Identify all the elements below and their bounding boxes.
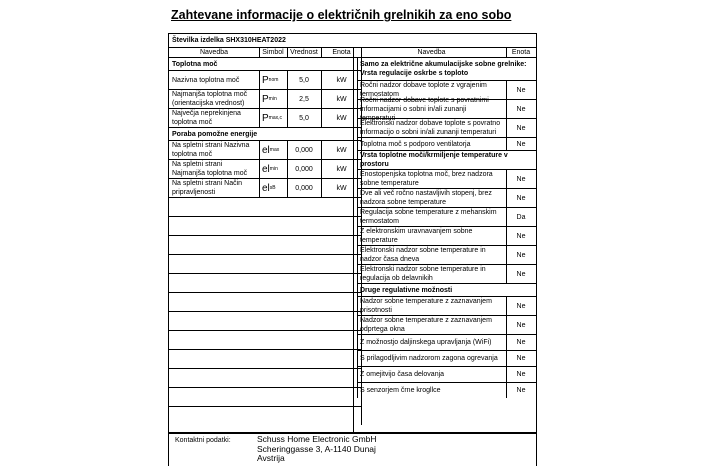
empty-row [169, 216, 362, 235]
item-unit: kW [336, 146, 347, 154]
column-divider [357, 138, 358, 150]
column-divider [357, 58, 358, 80]
item-value: 0,000 [295, 165, 313, 173]
item-unit: Ne [516, 321, 526, 329]
section-title: Vrsta toplotne moči/krmiljenje temperature v prostoru [360, 152, 508, 168]
right-header-cell: Navedba [417, 49, 446, 56]
table-separator [353, 47, 354, 432]
empty-row [169, 197, 362, 216]
item-label: Na spletni strani Najmanjša toplotna moč [172, 161, 248, 177]
table-row [169, 89, 362, 108]
item-value: 5,0 [299, 114, 309, 122]
item-unit: Da [516, 213, 526, 221]
item-value: 0,000 [295, 184, 313, 192]
table-row [357, 137, 536, 150]
symbol-main: P [262, 112, 269, 124]
column-divider [357, 208, 358, 226]
column-divider [287, 160, 288, 178]
right-header-cell: Enota [511, 49, 531, 56]
item-unit: Ne [516, 355, 526, 362]
symbol-subscript: max [269, 146, 280, 153]
item-unit: Ne [516, 302, 526, 310]
section-title: Druge regulativne možnosti [360, 286, 453, 294]
item-symbol [259, 71, 287, 89]
section-title: Poraba pomožne energije [172, 130, 258, 138]
column-divider [259, 160, 260, 178]
column-divider [357, 367, 358, 382]
symbol-main: P [262, 93, 269, 105]
section-row [169, 57, 362, 70]
column-divider [259, 90, 260, 108]
table-row [357, 264, 536, 283]
left-header-cell: Simbol [262, 49, 284, 56]
column-divider [506, 189, 507, 207]
empty-row [169, 235, 362, 254]
column-divider [506, 383, 507, 398]
table-row [357, 315, 536, 334]
column-divider [506, 81, 507, 99]
column-divider [287, 90, 288, 108]
info-table [168, 33, 537, 433]
column-divider [506, 48, 507, 57]
column-divider [357, 170, 358, 188]
column-divider [357, 284, 358, 296]
table-row [357, 382, 536, 398]
column-divider [506, 119, 507, 137]
table-row [357, 245, 536, 264]
symbol-subscript: sB [269, 184, 276, 191]
item-label: Najmanjša toplotna moč (orientacijska vrednost) [172, 91, 248, 107]
column-divider [506, 351, 507, 366]
symbol-subscript: nom [268, 76, 279, 83]
empty-row [169, 292, 362, 311]
symbol-main: el [262, 182, 270, 194]
table-row [357, 207, 536, 226]
item-unit: kW [336, 76, 347, 84]
item-unit: kW [336, 114, 347, 122]
symbol-main: el [262, 144, 270, 156]
item-label: Ročni nadzor dobave toplote z vgrajenim termostatom [360, 82, 487, 98]
column-divider [321, 109, 322, 127]
item-unit: Ne [516, 124, 526, 132]
item-label: S prilagodljivim nadzorom zagona ogrevanja [360, 355, 498, 362]
item-label: Nadzor sobne temperature z zaznavanjem prisotnosti [360, 298, 492, 314]
column-divider [357, 100, 358, 118]
item-label: Največja neprekinjena toplotna moč [172, 110, 241, 126]
item-label: Toplotna moč s podporo ventilatorja [360, 140, 471, 148]
column-divider [321, 179, 322, 197]
column-divider [506, 265, 507, 283]
column-divider [357, 151, 358, 169]
empty-row [169, 273, 362, 292]
item-unit: Ne [516, 387, 526, 394]
column-divider [506, 367, 507, 382]
section-title: Toplotna moč [172, 60, 218, 68]
column-divider [287, 179, 288, 197]
column-divider [259, 109, 260, 127]
column-divider [287, 109, 288, 127]
table-row [357, 296, 536, 315]
table-row [357, 169, 536, 188]
item-unit: Ne [516, 339, 526, 346]
section-row [357, 150, 536, 169]
item-unit: Ne [516, 175, 526, 183]
column-divider [506, 335, 507, 350]
column-divider [259, 71, 260, 89]
column-divider [287, 141, 288, 159]
section-row [169, 127, 362, 140]
symbol-main: P [262, 74, 269, 86]
column-divider [506, 246, 507, 264]
item-label: Enostopenjska toplotna moč, brez nadzora sobne temperature [360, 171, 493, 187]
item-label: Elektronski nadzor sobne temperature in nadzor časa dneva [360, 247, 486, 263]
contact-section [168, 433, 537, 466]
table-row [357, 366, 536, 382]
contact-address [257, 435, 377, 464]
item-label: Na spletni strani Način pripravljenosti [172, 180, 243, 196]
column-divider [321, 71, 322, 89]
empty-row [169, 349, 362, 368]
column-divider [287, 48, 288, 57]
table-row [357, 350, 536, 366]
item-unit: kW [336, 184, 347, 192]
column-divider [321, 141, 322, 159]
item-label: Dve ali več ročno nastavljivih stopenj, brez nadzora sobne temperature [360, 190, 492, 206]
item-value: 5,0 [299, 76, 309, 84]
item-unit: Ne [516, 371, 526, 378]
column-divider [287, 71, 288, 89]
item-label: Ročni nadzor dobave toplote s povratnimi informacijami o sobni in/ali zunanji temperaturi [360, 96, 489, 122]
item-label: Elektronski nadzor sobne temperature in regulacija ob delavnikih [360, 266, 486, 282]
column-divider [357, 246, 358, 264]
column-divider [506, 227, 507, 245]
contact-label: Kontaktni podatki: [175, 437, 231, 444]
table-row [169, 159, 362, 178]
column-divider [259, 141, 260, 159]
left-header-cell: Enota [332, 49, 351, 56]
contact-line: Scheringgasse 3, A-1140 Dunaj [257, 443, 376, 454]
empty-row [169, 311, 362, 330]
item-symbol [259, 160, 287, 178]
table-row [357, 118, 536, 137]
table-row [357, 334, 536, 350]
item-label: Nazivna toplotna moč [172, 76, 240, 84]
empty-row [169, 330, 362, 349]
column-divider [357, 81, 358, 99]
column-divider [321, 90, 322, 108]
table-row [357, 188, 536, 207]
model-number: Številka izdelka SHX310HEAT2022 [172, 37, 286, 44]
item-unit: Ne [516, 270, 526, 278]
item-symbol [259, 109, 287, 127]
left-header-row [169, 47, 362, 57]
empty-row [169, 406, 362, 425]
column-divider [357, 227, 358, 245]
column-divider [259, 179, 260, 197]
item-symbol [259, 141, 287, 159]
column-divider [357, 335, 358, 350]
item-value: 2,5 [299, 95, 309, 103]
section-row [357, 283, 536, 296]
item-label: Z omejitvijo časa delovanja [360, 371, 445, 378]
item-value: 0,000 [295, 146, 313, 154]
table-row [169, 178, 362, 197]
symbol-subscript: min [268, 95, 277, 102]
table-row [169, 108, 362, 127]
page-title: Zahtevane informacije o električnih grelnikih za eno sobo [171, 8, 512, 22]
table-row [169, 70, 362, 89]
item-symbol [259, 179, 287, 197]
item-unit: Ne [516, 86, 526, 94]
column-divider [259, 48, 260, 57]
item-label: Elektronski nadzor dobave toplote s povratno informacijo o sobni in/ali zunanji temperaturi [360, 120, 501, 136]
item-label: Regulacija sobne temperature z mehanskim termostatom [360, 209, 497, 225]
item-unit: Ne [516, 105, 526, 113]
symbol-subscript: max,c [268, 114, 283, 121]
section-row [357, 57, 536, 80]
column-divider [506, 208, 507, 226]
empty-row [169, 368, 362, 387]
column-divider [321, 160, 322, 178]
column-divider [321, 48, 322, 57]
column-divider [357, 297, 358, 315]
column-divider [357, 265, 358, 283]
column-divider [357, 383, 358, 398]
item-label: Na spletni strani Nazivna toplotna moč [172, 142, 250, 158]
empty-row [169, 387, 362, 406]
column-divider [357, 119, 358, 137]
column-divider [357, 351, 358, 366]
column-divider [506, 297, 507, 315]
column-divider [357, 189, 358, 207]
item-label: Nadzor sobne temperature z zaznavanjem odprtega okna [360, 317, 492, 333]
item-unit: Ne [516, 194, 526, 202]
item-unit: Ne [516, 232, 526, 240]
left-header-cell: Vrednost [290, 49, 318, 56]
contact-line: Schuss Home Electronic GmbH [257, 434, 377, 444]
table-row [357, 226, 536, 245]
table-row [169, 140, 362, 159]
column-divider [357, 316, 358, 334]
right-header-row [357, 47, 536, 57]
item-unit: kW [336, 95, 347, 103]
item-unit: kW [336, 165, 347, 173]
section-title: Samo za električne akumulacijske sobne grelnike: Vrsta regulacije oskrbe s toploto [360, 61, 527, 77]
column-divider [506, 138, 507, 150]
left-header-cell: Navedba [199, 49, 229, 56]
empty-row [169, 254, 362, 273]
column-divider [506, 316, 507, 334]
item-unit: Ne [516, 140, 526, 148]
table-row [357, 96, 536, 122]
symbol-main: el [262, 163, 270, 175]
item-label: S senzorjem črne krogllce [360, 387, 441, 394]
column-divider [506, 100, 507, 118]
item-label: Z možnostjo daljinskega upravljanja (WiFi) [360, 339, 492, 346]
column-divider [361, 407, 362, 425]
item-symbol [259, 90, 287, 108]
symbol-subscript: min [269, 165, 278, 172]
contact-line: Avstrija [257, 453, 285, 463]
item-label: Z elektronskim uravnavanjem sobne temperature [360, 228, 473, 244]
item-unit: Ne [516, 251, 526, 259]
column-divider [506, 170, 507, 188]
